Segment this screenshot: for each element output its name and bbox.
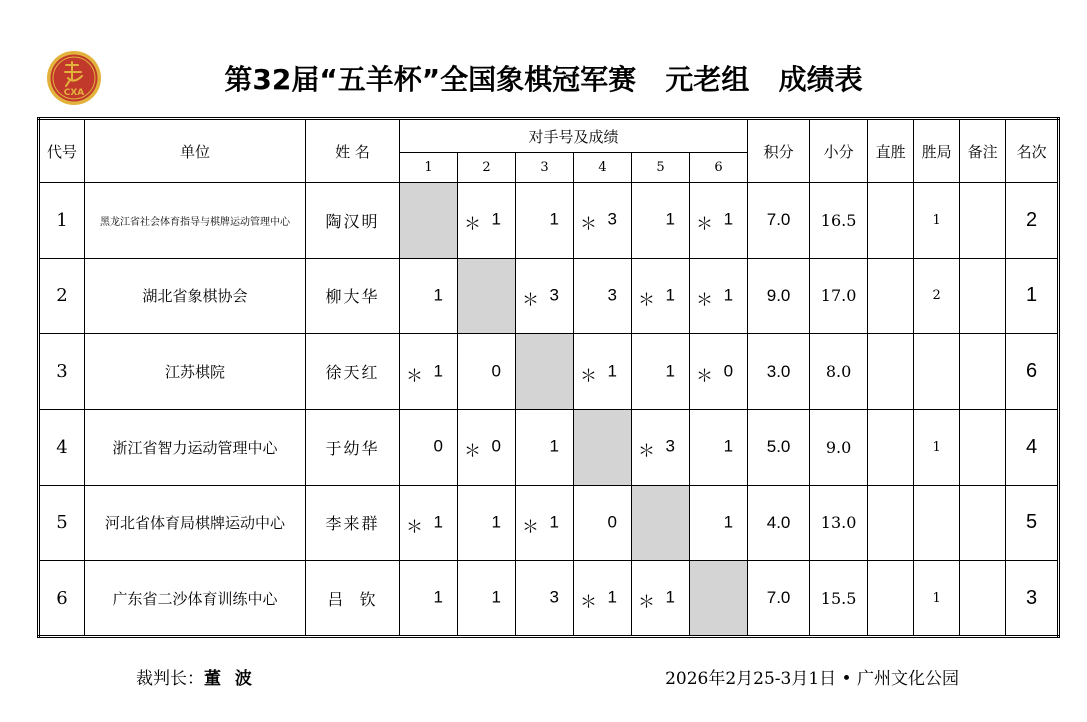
player-wins: 1 [914,561,960,637]
header-opponents: 对手号及成绩 [400,119,748,153]
table-row [39,409,1059,485]
result-value: 1 [723,285,734,305]
result-value: 1 [549,436,559,456]
result-cell [400,258,458,334]
result-value: 0 [723,361,734,381]
player-tiebreak: 15.5 [810,561,868,637]
self-cell [516,334,574,410]
result-value: 0 [491,361,501,381]
result-cell [632,183,690,259]
referee-label: 裁判长： [136,669,204,689]
result-value: 1 [665,209,675,229]
player-wins: 1 [914,409,960,485]
result-value: 0 [491,436,501,456]
result-cell [632,561,690,637]
player-tiebreak: 17.0 [810,258,868,334]
player-notes [960,334,1006,410]
player-rank: 6 [1006,334,1059,410]
opponent-number-6: 6 [690,153,748,183]
self-cell [574,409,632,485]
player-name: 吕 钦 [306,561,400,637]
player-unit: 江苏棋院 [85,334,306,410]
opponent-number-4: 4 [574,153,632,183]
result-value: 3 [607,209,617,229]
player-name: 李来群 [306,485,400,561]
player-notes [960,258,1006,334]
first-move-marker: ＊ [522,517,539,538]
result-cell [574,561,632,637]
result-cell [516,409,574,485]
result-value: 1 [433,512,443,532]
result-value: 1 [607,361,617,381]
table-row [39,258,1059,334]
player-name: 于幼华 [306,409,400,485]
first-move-marker: ＊ [638,592,655,613]
first-move-marker: ＊ [638,441,655,462]
player-wins: 2 [914,258,960,334]
result-cell [458,485,516,561]
result-value: 1 [723,436,734,456]
player-name: 陶汉明 [306,183,400,259]
result-cell [458,183,516,259]
player-notes [960,561,1006,637]
referee-line [136,664,256,689]
result-value: 1 [491,512,501,532]
player-unit: 广东省二沙体育训练中心 [85,561,306,637]
player-points: 5.0 [748,409,810,485]
player-name: 柳大华 [306,258,400,334]
result-cell [516,183,574,259]
result-value: 1 [549,209,559,229]
first-move-marker: ＊ [406,517,423,538]
first-move-marker: ＊ [464,441,481,462]
results-body [39,183,1059,637]
header-rank: 名次 [1006,119,1059,183]
first-move-marker: ＊ [580,592,597,613]
player-points: 4.0 [748,485,810,561]
result-value: 1 [491,587,501,607]
result-cell [574,258,632,334]
player-notes [960,183,1006,259]
result-value: 1 [607,587,617,607]
header-unit: 单位 [85,119,306,183]
player-unit: 河北省体育局棋牌运动中心 [85,485,306,561]
opponent-number-1: 1 [400,153,458,183]
result-cell [458,334,516,410]
player-notes [960,409,1006,485]
result-cell [400,485,458,561]
first-move-marker: ＊ [580,366,597,387]
player-tiebreak: 13.0 [810,485,868,561]
result-value: 1 [549,512,559,532]
result-cell [574,183,632,259]
result-value: 0 [607,512,617,532]
result-value: 3 [549,285,559,305]
result-value: 3 [607,285,617,305]
result-cell [400,409,458,485]
result-value: 1 [665,285,675,305]
player-direct-wins [868,334,914,410]
table-row [39,561,1059,637]
result-value: 1 [433,587,443,607]
result-cell [458,409,516,485]
self-cell [632,485,690,561]
result-value: 1 [433,361,443,381]
result-cell [632,258,690,334]
first-move-marker: ＊ [696,366,713,387]
opponent-number-3: 3 [516,153,574,183]
opponent-number-5: 5 [632,153,690,183]
referee-name: 董 波 [204,669,256,689]
result-cell [516,258,574,334]
self-cell [690,561,748,637]
result-value: 3 [665,436,675,456]
first-move-marker: ＊ [638,290,655,311]
player-unit: 湖北省象棋协会 [85,258,306,334]
player-tiebreak: 8.0 [810,334,868,410]
date-place: 2026年2月25-3月1日 • 广州文化公园 [665,669,959,689]
player-wins [914,485,960,561]
result-cell [632,409,690,485]
first-move-marker: ＊ [406,366,423,387]
player-direct-wins [868,183,914,259]
results-table [37,117,1060,638]
player-points: 7.0 [748,561,810,637]
table-row [39,334,1059,410]
result-value: 1 [723,512,734,532]
header-wins: 胜局 [914,119,960,183]
result-cell [690,258,748,334]
player-direct-wins [868,485,914,561]
self-cell [400,183,458,259]
player-wins [914,334,960,410]
player-code: 3 [39,334,85,410]
result-cell [400,334,458,410]
player-code: 4 [39,409,85,485]
player-code: 1 [39,183,85,259]
player-rank: 2 [1006,183,1059,259]
result-cell [574,485,632,561]
table-row [39,183,1059,259]
result-value: 1 [665,361,675,381]
result-value: 1 [491,209,501,229]
result-value: 0 [433,436,443,456]
player-code: 5 [39,485,85,561]
result-cell [690,183,748,259]
first-move-marker: ＊ [522,290,539,311]
first-move-marker: ＊ [696,290,713,311]
result-value: 3 [549,587,559,607]
result-value: 1 [433,285,443,305]
result-cell [516,485,574,561]
player-code: 2 [39,258,85,334]
player-points: 7.0 [748,183,810,259]
player-direct-wins [868,561,914,637]
header-code: 代号 [39,119,85,183]
first-move-marker: ＊ [464,214,481,235]
result-cell [516,561,574,637]
result-cell [400,561,458,637]
result-value: 1 [665,587,675,607]
result-cell [690,409,748,485]
header-points: 积分 [748,119,810,183]
result-cell [574,334,632,410]
player-direct-wins [868,258,914,334]
result-cell [632,334,690,410]
player-points: 3.0 [748,334,810,410]
player-tiebreak: 16.5 [810,183,868,259]
player-notes [960,485,1006,561]
logo-text: CXA [63,88,85,98]
player-code: 6 [39,561,85,637]
result-cell [458,561,516,637]
player-rank: 1 [1006,258,1059,334]
player-unit: 黑龙江省社会体育指导与棋牌运动管理中心 [85,183,306,259]
result-cell [690,334,748,410]
first-move-marker: ＊ [696,214,713,235]
header-name: 姓 名 [306,119,400,183]
player-tiebreak: 9.0 [810,409,868,485]
player-points: 9.0 [748,258,810,334]
result-value: 1 [723,209,734,229]
self-cell [458,258,516,334]
player-unit: 浙江省智力运动管理中心 [85,409,306,485]
player-name: 徐天红 [306,334,400,410]
player-rank: 3 [1006,561,1059,637]
player-direct-wins [868,409,914,485]
header-direct: 直胜 [868,119,914,183]
player-wins: 1 [914,183,960,259]
player-rank: 4 [1006,409,1059,485]
opponent-number-2: 2 [458,153,516,183]
header-notes: 备注 [960,119,1006,183]
result-cell [690,485,748,561]
player-rank: 5 [1006,485,1059,561]
table-row [39,485,1059,561]
page-title: 第32届“五羊杯”全国象棋冠军赛 元老组 成绩表 [224,63,863,96]
first-move-marker: ＊ [580,214,597,235]
header-tiebreak: 小分 [810,119,868,183]
